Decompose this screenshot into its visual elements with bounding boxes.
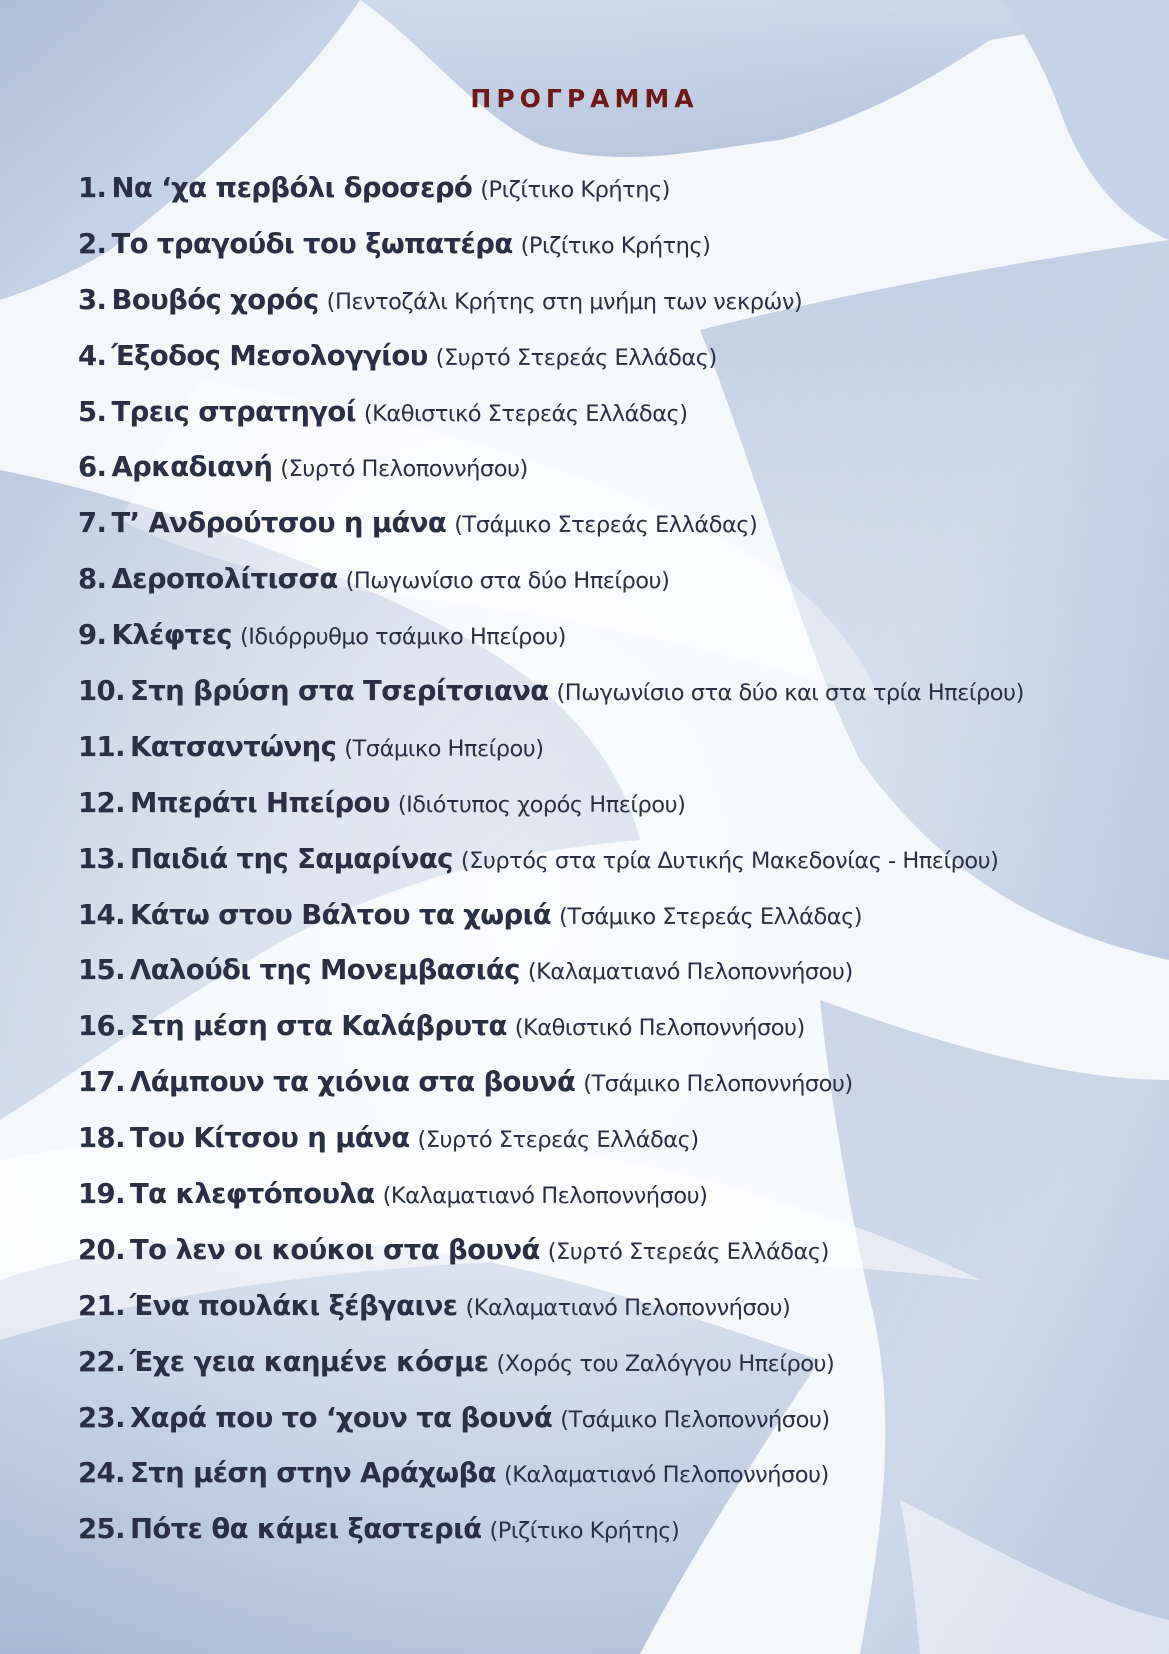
- dance-style: (Τσάμικο Στερεάς Ελλάδας): [454, 512, 758, 539]
- song-title: Τα κλεφτόπουλα: [130, 1178, 375, 1211]
- item-number: 5.: [78, 395, 107, 428]
- dance-style: (Καλαματιανό Πελοποννήσου): [503, 1462, 829, 1489]
- dance-style: (Συρτό Πελοποννήσου): [280, 456, 528, 483]
- song-title: Να ‘χα περβόλι δροσερό: [111, 172, 473, 204]
- song-title: Πότε θα κάμει ξαστεριά: [130, 1513, 482, 1546]
- song-title: Στη μέση στα Καλάβρυτα: [130, 1010, 507, 1043]
- item-number: 8.: [78, 563, 107, 596]
- program-item: [78, 1004, 1024, 1060]
- item-number: 16.: [78, 1010, 125, 1043]
- dance-style: (Συρτός στα τρία Δυτικής Μακεδονίας - Ηπείρου): [460, 847, 999, 874]
- dance-style: (Ιδιότυπος χορός Ηπείρου): [397, 791, 686, 818]
- item-number: 2.: [78, 227, 107, 260]
- song-title: Στη μέση στην Αράχωβα: [130, 1457, 496, 1490]
- item-number: 25.: [78, 1513, 125, 1546]
- item-number: 19.: [78, 1178, 125, 1211]
- program-item: [78, 669, 1024, 725]
- dance-style: (Συρτό Στερεάς Ελλάδας): [435, 344, 717, 371]
- item-number: 9.: [78, 619, 107, 652]
- song-title: Το τραγούδι του ξωπατέρα: [111, 227, 513, 260]
- dance-style: (Καλαματιανό Πελοποννήσου): [382, 1183, 708, 1210]
- program-item: [78, 1060, 1024, 1116]
- dance-style: (Καθιστικό Στερεάς Ελλάδας): [363, 400, 688, 427]
- program-item: [78, 837, 1024, 893]
- program-item: [78, 445, 1024, 501]
- dance-style: (Ριζίτικο Κρήτης): [489, 1518, 680, 1545]
- program-item: [78, 725, 1024, 781]
- item-number: 14.: [78, 898, 125, 931]
- item-number: 22.: [78, 1345, 125, 1378]
- song-title: Βουβός χορός: [111, 283, 319, 316]
- dance-style: (Τσάμικο Ηπείρου): [344, 735, 544, 762]
- dance-style: (Πεντοζάλι Κρήτης στη μνήμη των νεκρών): [326, 288, 803, 315]
- program-item: [78, 166, 1024, 222]
- item-number: 11.: [78, 730, 125, 763]
- song-title: Αρκαδιανή: [111, 451, 273, 484]
- program-item: [78, 222, 1024, 278]
- dance-style: (Τσάμικο Στερεάς Ελλάδας): [559, 903, 863, 930]
- program-item: [78, 781, 1024, 837]
- program-item: [78, 948, 1024, 1004]
- dance-style: (Τσάμικο Πελοποννήσου): [560, 1406, 830, 1433]
- song-title: Λάμπουν τα χιόνια στα βουνά: [130, 1066, 576, 1099]
- dance-style: (Ιδιόρρυθμο τσάμικο Ηπείρου): [239, 624, 566, 651]
- program-item: [78, 1451, 1024, 1507]
- program-item: [78, 334, 1024, 390]
- item-number: 18.: [78, 1122, 125, 1155]
- program-item: [78, 1396, 1024, 1452]
- item-number: 20.: [78, 1233, 125, 1266]
- song-title: Παιδιά της Σαμαρίνας: [130, 842, 453, 875]
- dance-style: (Καλαματιανό Πελοποννήσου): [465, 1294, 791, 1321]
- dance-style: (Συρτό Στερεάς Ελλάδας): [547, 1238, 829, 1265]
- dance-style: (Ριζίτικο Κρήτης): [480, 177, 670, 203]
- dance-style: (Πωγωνίσιο στα δύο Ηπείρου): [345, 568, 670, 595]
- dance-style: (Ριζίτικο Κρήτης): [520, 232, 711, 259]
- item-number: 17.: [78, 1066, 125, 1099]
- dance-style: (Πωγωνίσιο στα δύο και στα τρία Ηπείρου): [556, 680, 1024, 707]
- program-item: [78, 278, 1024, 334]
- program-item: [78, 1228, 1024, 1284]
- song-title: Του Κίτσου η μάνα: [130, 1122, 410, 1155]
- song-title: Χαρά που το ‘χουν τα βουνά: [130, 1401, 553, 1434]
- item-number: 6.: [78, 451, 107, 484]
- item-number: 15.: [78, 954, 125, 987]
- item-number: 24.: [78, 1457, 125, 1490]
- dance-style: (Τσάμικο Πελοποννήσου): [583, 1071, 853, 1098]
- item-number: 10.: [78, 675, 125, 708]
- song-title: Έξοδος Μεσολογγίου: [111, 339, 428, 372]
- item-number: 21.: [78, 1289, 125, 1322]
- song-title: Έχε γεια καημένε κόσμε: [130, 1345, 489, 1378]
- song-title: Δεροπολίτισσα: [111, 563, 338, 596]
- dance-style: (Καθιστικό Πελοποννήσου): [514, 1015, 805, 1042]
- program-item: [78, 613, 1024, 669]
- item-number: 7.: [78, 507, 107, 540]
- program-item: [78, 1507, 1024, 1563]
- song-title: Ένα πουλάκι ξέβγαινε: [130, 1289, 458, 1322]
- program-item: [78, 390, 1024, 446]
- program-item: [78, 1284, 1024, 1340]
- program-item: [78, 1116, 1024, 1172]
- item-number: 13.: [78, 842, 125, 875]
- program-item: [78, 1340, 1024, 1396]
- song-title: Κατσαντώνης: [130, 730, 337, 763]
- program-item: [78, 893, 1024, 949]
- dance-style: (Χορός του Ζαλόγγου Ηπείρου): [496, 1350, 835, 1377]
- song-title: Το λεν οι κούκοι στα βουνά: [130, 1233, 540, 1266]
- song-title: Κλέφτες: [111, 619, 232, 652]
- program-item: [78, 1172, 1024, 1228]
- item-number: 4.: [78, 339, 107, 372]
- song-title: Τ’ Ανδρούτσου η μάνα: [111, 507, 447, 540]
- song-title: Τρεις στρατηγοί: [111, 395, 356, 428]
- song-title: Κάτω στου Βάλτου τα χωριά: [130, 898, 552, 931]
- page-title: ΠΡΟΓΡΑΜΜΑ: [470, 84, 699, 113]
- item-number: 3.: [78, 283, 107, 316]
- dance-style: (Καλαματιανό Πελοποννήσου): [527, 959, 853, 986]
- song-title: Μπεράτι Ηπείρου: [130, 786, 390, 819]
- song-title: Στη βρύση στα Τσερίτσιανα: [130, 675, 549, 708]
- program-list: [78, 166, 1024, 1563]
- item-number: 12.: [78, 786, 125, 819]
- dance-style: (Συρτό Στερεάς Ελλάδας): [417, 1127, 699, 1154]
- song-title: Λαλούδι της Μονεμβασιάς: [130, 954, 520, 987]
- item-number: 23.: [78, 1401, 125, 1434]
- program-item: [78, 557, 1024, 613]
- program-item: [78, 501, 1024, 557]
- item-number: 1.: [78, 172, 107, 204]
